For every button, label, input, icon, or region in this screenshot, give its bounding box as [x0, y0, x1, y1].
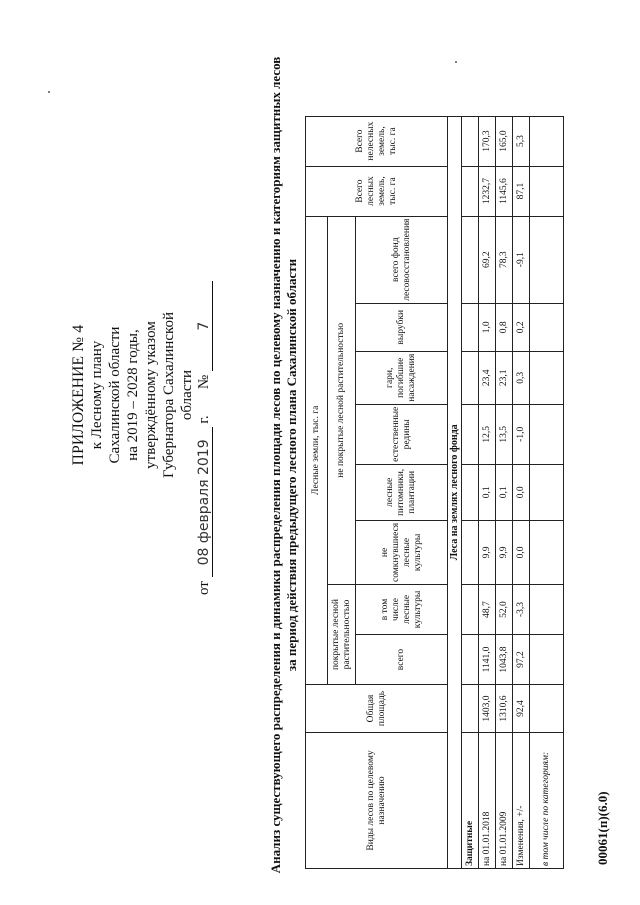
table-section-row — [448, 116, 462, 868]
header-forest-types: Виды лесов по целевому назначению — [306, 733, 448, 869]
table-cell: 13,5 — [496, 404, 513, 464]
row-label: на 01.01.2009 — [496, 733, 513, 869]
table-cell: 0,0 — [513, 520, 530, 584]
table-cell — [462, 585, 479, 635]
header-total-area: Общая площадь — [306, 685, 448, 733]
table-cell — [530, 520, 564, 584]
table-cell: -1,0 — [513, 404, 530, 464]
table-cell — [462, 635, 479, 685]
table-cell: 23,4 — [479, 351, 496, 404]
header-nurseries: лесные питомники, плантации — [356, 464, 448, 520]
header-not-covered: не покрытые лесной растительностью — [328, 216, 356, 584]
header-total-forest-lands: Всего лесных земель, тыс. га — [306, 166, 448, 216]
appendix-line: к Лесному плану — [89, 340, 105, 450]
table-row — [513, 116, 530, 868]
year-suffix: г. — [196, 415, 212, 424]
table-cell: 52,0 — [496, 585, 513, 635]
table-cell — [530, 351, 564, 404]
table-cell — [530, 303, 564, 351]
row-label: Защитные — [462, 733, 479, 869]
table-cell: 1043,8 — [496, 635, 513, 685]
table-cell — [530, 166, 564, 216]
header-forest-lands: Лесные земли, тыс. га — [306, 216, 328, 684]
table-cell — [530, 216, 564, 303]
table-cell: 1232,7 — [479, 166, 496, 216]
table-cell — [462, 303, 479, 351]
appendix-line: на 2019 – 2028 годы, — [125, 329, 141, 461]
table-cell — [530, 635, 564, 685]
table-cell — [462, 520, 479, 584]
from-label: от — [196, 581, 212, 595]
table-cell — [530, 404, 564, 464]
number-label: № — [196, 374, 212, 390]
table-cell: 0,1 — [479, 464, 496, 520]
table-cell: 9,9 — [496, 520, 513, 584]
document-title: Анализ существующего распределения и динамики распределения площади лесов по целевому назначению и категориям защитных лесов за период действия предыдущего лесного плана Сахалинской области — [268, 56, 299, 874]
table-cell: 12,5 — [479, 404, 496, 464]
header-reforestation-fund: всего фонд лесовосстановления — [356, 216, 448, 303]
row-label: Изменения, +/- — [513, 733, 530, 869]
table-cell: 0,3 — [513, 351, 530, 404]
table-cell: -3,3 — [513, 585, 530, 635]
header-covered: покрытые лесной растительностью — [328, 585, 356, 685]
handwritten-number: 7 — [196, 281, 213, 371]
table-cell — [462, 166, 479, 216]
header-natural-glades: естественные редины — [356, 404, 448, 464]
appendix-title: ПРИЛОЖЕНИЕ № 4 — [70, 324, 87, 466]
appendix-line: утверждённому указом — [143, 321, 159, 469]
table-cell: 165,0 — [496, 116, 513, 166]
table-cell: -9,1 — [513, 216, 530, 303]
table-cell: 5,3 — [513, 116, 530, 166]
scan-speck — [455, 61, 457, 63]
table-cell: 69,2 — [479, 216, 496, 303]
header-not-closed-cultures: не сомкнувшиеся лесные культуры — [356, 520, 448, 584]
table-cell — [462, 351, 479, 404]
header-burned-stands: гари, погибшие насаждения — [356, 351, 448, 404]
table-cell — [462, 216, 479, 303]
row-label: на 01.01.2018 — [479, 733, 496, 869]
decree-reference — [196, 175, 213, 595]
table-cell: 78,3 — [496, 216, 513, 303]
table-cell: 1145,6 — [496, 166, 513, 216]
forest-distribution-table — [305, 116, 564, 869]
table-cell — [462, 116, 479, 166]
handwritten-date: 08 февраля 2019 — [196, 427, 213, 577]
table-cell: 0,8 — [496, 303, 513, 351]
table-row — [530, 116, 564, 868]
section-title: Леса на землях лесного фонда — [448, 116, 462, 868]
table-cell: 0,2 — [513, 303, 530, 351]
table-cell — [530, 585, 564, 635]
table-cell: 1,0 — [479, 303, 496, 351]
header-cuttings: вырубки — [356, 303, 448, 351]
table-cell — [462, 685, 479, 733]
header-covered-total: всего — [356, 635, 448, 685]
appendix-line: области — [179, 369, 195, 421]
table-cell: 1310,6 — [496, 685, 513, 733]
table-row — [462, 116, 479, 868]
appendix-header — [70, 245, 196, 545]
table-cell: 1141,0 — [479, 635, 496, 685]
header-total-non-forest: Всего нелесных земель, тыс. га — [306, 116, 448, 166]
appendix-line: Губернатора Сахалинской — [161, 311, 177, 479]
table-cell: 9,9 — [479, 520, 496, 584]
table-cell: 48,7 — [479, 585, 496, 635]
table-cell — [462, 404, 479, 464]
scan-speck — [48, 91, 50, 93]
table-cell: 92,4 — [513, 685, 530, 733]
table-row — [496, 116, 513, 868]
table-cell — [530, 685, 564, 733]
header-covered-cultures: в том числе лесные культуры — [356, 585, 448, 635]
table-cell: 23,1 — [496, 351, 513, 404]
table-cell: 170,3 — [479, 116, 496, 166]
table-cell: 97,2 — [513, 635, 530, 685]
table-cell: 1403,0 — [479, 685, 496, 733]
table-row — [479, 116, 496, 868]
table-cell — [530, 464, 564, 520]
table-cell: 87,1 — [513, 166, 530, 216]
table-cell: 0,1 — [496, 464, 513, 520]
table-body — [462, 116, 564, 868]
table-cell: 0,0 — [513, 464, 530, 520]
table-cell — [462, 464, 479, 520]
row-label: в том числе по категориям: — [530, 733, 564, 869]
table-cell — [530, 116, 564, 166]
footer-code: 00061(п)(6.0) — [595, 791, 610, 865]
appendix-line: Сахалинской области — [107, 326, 123, 464]
